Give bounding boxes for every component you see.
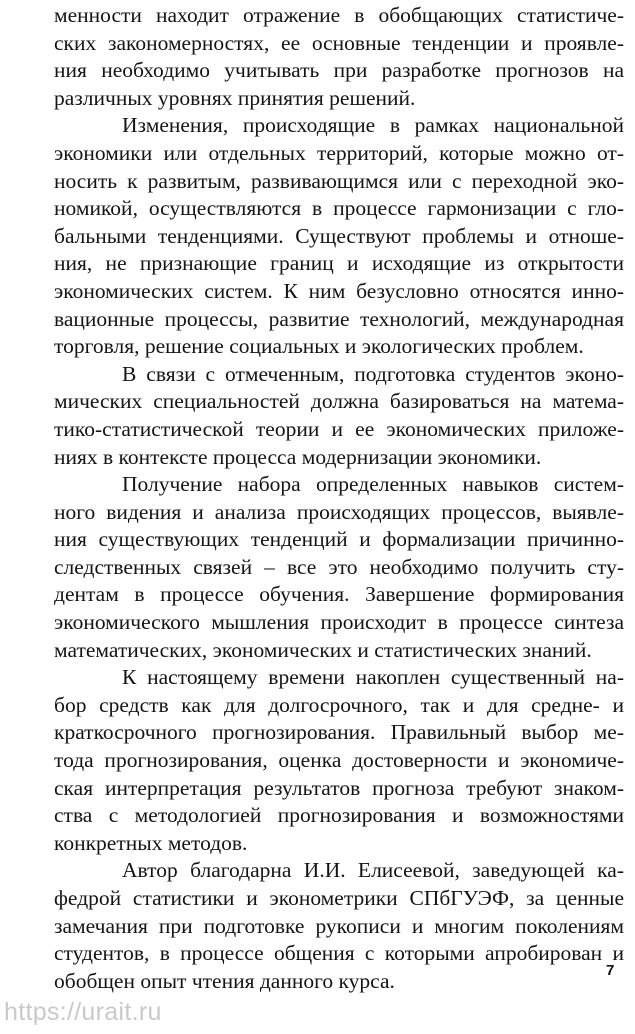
text-line: математических, экономических и статистических знаний.: [54, 637, 592, 662]
paragraph: [54, 664, 624, 857]
text-line: бальными тенденциями. Существуют проблемы и отноше-: [54, 223, 624, 248]
text-line: тико-статистической теории и ее экономических приложе-: [54, 416, 624, 441]
text-line: экономики или отдельных территорий, которые можно от-: [54, 140, 624, 165]
text-line: экономических систем. К ним безусловно относятся инно-: [54, 278, 624, 303]
text-line: носить к развитым, развивающимся или с переходной эко-: [54, 168, 624, 193]
text-line: дентам в процессе обучения. Завершение формирования: [54, 582, 624, 607]
text-line: ниях в контексте процесса модернизации экономики.: [54, 444, 542, 469]
text-line: замечания при подготовке рукописи и многим поколениям: [54, 913, 624, 938]
text-line: ния существующих тенденций и формализации причинно-: [54, 527, 624, 552]
text-line: экономического мышления происходит в процессе синтеза: [54, 610, 624, 635]
text-line: В связи с отмеченным, подготовка студентов эконо-: [122, 361, 624, 386]
text-line: ских закономерностях, ее основные тенденции и проявле-: [54, 30, 624, 55]
text-line: различных уровнях принятия решений.: [54, 85, 416, 110]
text-line: менности находит отражение в обобщающих статистиче-: [54, 3, 624, 27]
text-line: федрой статистики и эконометрики СПбГУЭФ, за ценные: [54, 886, 624, 910]
text-line: ства с методологией прогнозирования и возможностями: [54, 803, 624, 828]
text-line: краткосрочного прогнозирования. Правильный выбор ме-: [54, 720, 624, 745]
text-line: следственных связей – все это необходимо получить сту-: [54, 554, 624, 579]
paragraph: [54, 361, 624, 471]
paragraph: [54, 471, 624, 664]
paragraph: [54, 2, 624, 112]
text-line: обобщен опыт чтения данного курса.: [54, 968, 395, 993]
text-line: Получение набора определенных навыков систем-: [122, 472, 624, 497]
text-line: ного видения и анализа происходящих процессов, выявле-: [54, 499, 624, 524]
text-line: Изменения, происходящие в рамках национальной: [122, 113, 624, 138]
text-line: ния, не признающие границ и исходящие из открытости: [54, 251, 624, 276]
watermark-url: https://urait.ru: [4, 998, 162, 1026]
text-line: К настоящему времени накоплен существенный на-: [122, 665, 624, 690]
text-line: конкретных методов.: [54, 830, 248, 855]
text-line: бор средств как для долгосрочного, так и для средне- и: [54, 692, 624, 717]
text-line: номикой, осуществляются в процессе гармонизации с гло-: [54, 196, 624, 221]
text-line: ния необходимо учитывать при разработке прогнозов на: [54, 58, 624, 83]
paragraph: [54, 112, 624, 360]
text-line: тода прогнозирования, оценка достоверности и экономиче-: [54, 748, 624, 773]
page-number: 7: [606, 962, 615, 979]
text-line: вационные процессы, развитие технологий, международная: [54, 306, 624, 331]
page-body: [54, 2, 624, 995]
text-line: ская интерпретация результатов прогноза требуют знаком-: [54, 775, 624, 800]
text-line: Автор благодарна И.И. Елисеевой, заведующей ка-: [122, 858, 624, 883]
text-line: мических специальностей должна базироваться на матема-: [54, 389, 624, 414]
text-line: студентов, в процессе общения с которыми апробирован и: [54, 941, 624, 966]
paragraph: [54, 857, 624, 995]
text-line: торговля, решение социальных и экологических проблем.: [54, 334, 584, 359]
